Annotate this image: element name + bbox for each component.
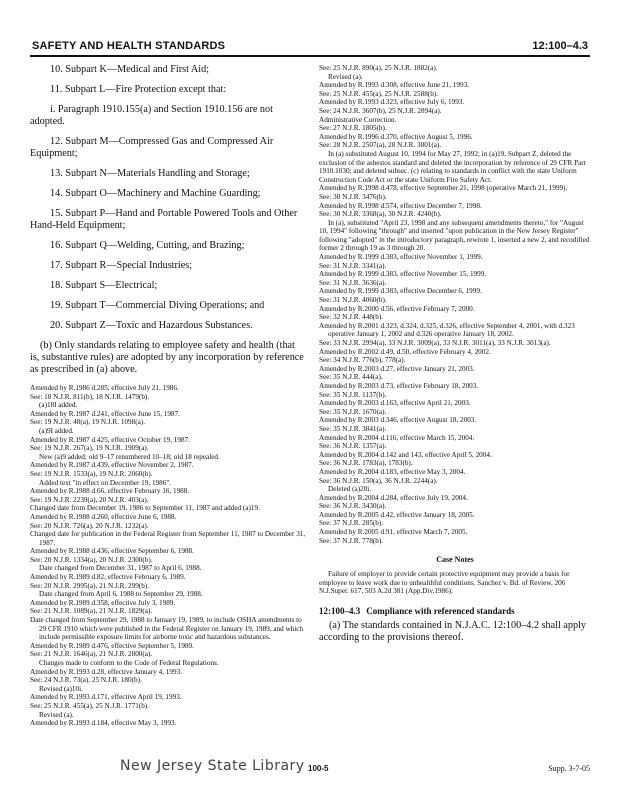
history-line: Changes made to conform to the Code of Federal Regulations.	[39, 659, 219, 667]
history-line: See: 34 N.J.R. 776(b), 778(a).	[319, 356, 406, 365]
history-line: Amended by R.2003 d.27, effective January 21, 2003.	[319, 364, 475, 373]
history-line: See: 31 N.J.R. 3636(a).	[319, 278, 387, 287]
history-line: Amended by R.2005 d.42, effective January 18, 2005.	[319, 510, 475, 519]
right-column	[319, 64, 591, 644]
list-item: 15. Subpart P—Hand and Portable Powered Tools and Other Hand-Held Equipment;	[30, 208, 298, 231]
history-line: Amended by R.1998 d.478, effective September 21, 1998 (operative March 21, 1999).	[319, 184, 568, 193]
history-line: Amended by R.2004 d.116, effective March 15, 2004.	[319, 433, 475, 442]
section-number: 12:100–4.3	[319, 606, 361, 617]
history-line: See: 19 N.J.R. 267(a), 19 N.J.R. 1909(a).	[30, 444, 149, 453]
history-line: Date changed from December 31, 1987 to April 6, 1988.	[39, 564, 202, 573]
history-line: Amended by R.1993 d.28, effective January 4, 1993.	[30, 667, 182, 676]
history-line: Amended by R.1999 d.383, effective December 6, 1999.	[319, 287, 482, 296]
history-line: See: 28 N.J.R. 2507(a), 28 N.J.R. 3801(a).	[319, 141, 442, 150]
history-line: See: 37 N.J.R. 778(b).	[319, 536, 384, 545]
history-line: See: 31 N.J.R. 3341(a).	[319, 261, 387, 270]
history-line: Amended by R.1993 d.171, effective April 19, 1993.	[30, 693, 182, 702]
history-line: Changed date for publication in the Federal Register from September 11, 1987 to December 31, 1987.	[30, 530, 306, 547]
history-line: Deleted (a)20i.	[328, 485, 372, 494]
history-line: See: 30 N.J.R. 3368(a), 30 N.J.R. 4240(b).	[319, 210, 442, 219]
history-line: New (a)9 added; old 9–17 renumbered 10–18; old 18 repealed.	[39, 452, 220, 461]
history-line: Administrative Correction.	[319, 115, 397, 124]
list-item: 20. Subpart Z—Toxic and Hazardous Substances.	[50, 320, 253, 331]
history-line: See: 36 N.J.R. 1357(a).	[319, 442, 387, 451]
history-line: See: 33 N.J.R. 2994(a), 33 N.J.R. 3009(a), 33 N.J.R. 3011(a), 33 N.J.R. 3013(a).	[319, 339, 551, 347]
section-body: (a) The standards contained in N.J.A.C. 12:100–4.2 shall apply according to the provisions thereof.	[319, 620, 587, 644]
history-line: Amended by R.1986 d.285, effective July 21, 1986.	[30, 384, 179, 392]
history-line: See: 35 N.J.R. 444(a).	[319, 373, 383, 382]
history-line: Amended by R.1988 d.260, effective June 6, 1988.	[30, 512, 177, 521]
history-line: Amended by R.1993 d.308, effective June 21, 1993.	[319, 81, 469, 90]
history-line: See: 30 N.J.R. 3476(b).	[319, 192, 387, 201]
history-line: See: 20 N.J.R. 1334(a), 20 N.J.R. 2300(b).	[30, 555, 153, 564]
history-line: Amended by R.2002 d.49, d.50, effective February 4, 2002.	[319, 347, 491, 356]
history-line: See: 20 N.J.R. 2995(a), 21 N.J.R. 299(b).	[30, 581, 149, 590]
history-line: Amended by R.2003 d.73, effective February 18, 2003.	[319, 381, 479, 390]
history-line: See: 19 N.J.R. 48(a), 19 N.J.R. 1098(a).	[30, 418, 145, 427]
list-item: 11. Subpart L—Fire Protection except that:	[50, 84, 227, 95]
list-item: 14. Subpart O—Machinery and Machine Guarding;	[50, 188, 261, 199]
history-line: Amended by R.1998 d.574, effective December 7, 1998.	[319, 201, 482, 210]
history-line: Amended by R.2004 d.142 and 143, effective April 5, 2004.	[319, 450, 492, 459]
history-line: Amended by R.2003 d.346, effective August 18, 2003.	[319, 416, 477, 425]
list-item: 16. Subpart Q—Welding, Cutting, and Brazing;	[50, 240, 245, 251]
library-watermark: New Jersey State Library	[120, 758, 305, 774]
history-line: See: 35 N.J.R. 3841(a).	[319, 424, 387, 433]
history-notes-right	[319, 64, 591, 545]
history-line: Amended by R.2004 d.183, effective May 3, 2004.	[319, 467, 466, 476]
history-line: Amended by R.1989 d.82, effective February 6, 1989.	[30, 573, 186, 582]
history-line: See: 25 N.J.R. 890(a), 25 N.J.R. 1882(a).	[319, 64, 438, 72]
header-rule	[30, 55, 590, 57]
history-line: Amended by R.2000 d.56, effective February 7, 2000.	[319, 304, 475, 313]
case-notes-text: Failure of employer to provide certain protective equipment may provide a basis for employee to leave work due to unhealthful conditions. Sanchez v. Bd. of Review, 206 N.J.Super. 617, 503 A.2d 381 (App.Div.1986).	[319, 570, 570, 596]
section-heading	[319, 606, 591, 616]
history-line: Added text "in effect on December 19, 1986".	[39, 478, 172, 487]
history-line: Revised (a)10i.	[39, 684, 83, 693]
history-line: See: 21 N.J.R. 1089(a), 21 N.J.R. 1829(a).	[30, 607, 153, 616]
history-line: See: 36 N.J.R. 3430(a).	[319, 502, 387, 511]
history-line: (a)18I added.	[39, 401, 78, 410]
history-line: (a)9I added.	[39, 426, 74, 435]
history-line: See: 36 N.J.R. 150(a), 36 N.J.R. 2244(a).	[319, 476, 438, 485]
history-line: See: 27 N.J.R. 1805(b).	[319, 124, 387, 133]
history-line: See: 19 N.J.R. 1533(a), 19 N.J.R. 2060(b).	[30, 469, 153, 478]
history-line: Amended by R.2003 d.163, effective April 21, 2003.	[319, 399, 471, 408]
history-line: Revised (a).	[328, 72, 363, 81]
history-line: In (a), substituted "April 23, 1998 and any subsequent amendments thereto," for "August 10, 1994" following "through" and inserted "upon publication in the New Jersey Register" following "adopted" in the introductory paragraph, rewrote 1, inserted a new 2, and recodified former 2 through 19 as 3 through 20.	[319, 218, 590, 253]
history-line: See: 21 N.J.R. 1646(a), 21 N.J.R. 2800(a).	[30, 650, 153, 659]
history-line: See: 35 N.J.R. 1670(a).	[319, 407, 387, 416]
page-number: 100-5	[308, 764, 329, 773]
history-line: See: 24 N.J.R. 3607(b), 25 N.J.R. 2894(a).	[319, 106, 442, 115]
history-line: In (a) substituted August 10, 1994 for May 27, 1992; in (a)19, Subpart Z, deleted the exclusion of the asbestos standard and deleted the incorporation by reference of 29 CFR Part 1910.1030; and deleted subsec. (c) relating to standards in conflict with the state Uniform Construction Code Act or the state Uniform Fire Safety Act.	[319, 149, 586, 184]
history-line: Date changed from April 6, 1988 to September 29, 1988.	[39, 590, 203, 599]
history-line: See: 37 N.J.R. 285(b).	[319, 519, 384, 528]
supplement-date: Supp. 3-7-05	[548, 764, 590, 773]
list-item: 13. Subpart N—Materials Handling and Storage;	[50, 168, 250, 179]
history-line: See: 31 N.J.R. 4060(b).	[319, 296, 387, 305]
history-line: Amended by R.1988 d.66, effective February 16, 1988.	[30, 487, 190, 496]
history-line: Amended by R.1989 d.358, effective July 3, 1989.	[30, 598, 176, 607]
list-item: 19. Subpart T—Commercial Diving Operations; and	[50, 300, 265, 311]
case-notes-title: Case Notes	[436, 555, 474, 565]
history-line: See: 35 N.J.R. 1137(b).	[319, 390, 387, 399]
running-header-section: 12:100–4.3	[532, 40, 588, 52]
history-line: See: 36 N.J.R. 1783(a), 1783(b).	[319, 459, 413, 468]
history-line: Changed date from December 19, 1986 to September 11, 1987 and added (a)19.	[30, 504, 260, 513]
history-line: Amended by R.1993 d.184, effective May 3, 1993.	[30, 719, 177, 728]
running-header-title: SAFETY AND HEALTH STANDARDS	[32, 40, 226, 52]
page-footer	[0, 758, 620, 782]
history-notes-left	[30, 384, 306, 728]
history-line: See: 20 N.J.R. 726(a), 20 N.J.R. 1232(a).	[30, 521, 149, 530]
history-line: Amended by R.2004 d.284, effective July 19, 2004.	[319, 493, 468, 502]
list-item: i. Paragraph 1910.155(a) and Section 1910.156 are not adopted.	[30, 104, 273, 127]
history-line: Amended by R.1989 d.476, effective September 5, 1989.	[30, 641, 194, 650]
list-item: 18. Subpart S—Electrical;	[50, 280, 158, 291]
history-line: See: 19 N.J.R. 2239(a), 20 N.J.R. 403(a).	[30, 495, 149, 504]
history-line: Amended by R.1987 d.439, effective November 2, 1987.	[30, 461, 194, 470]
history-line: See: 25 N.J.R. 455(a), 25 N.J.R. 2588(b).	[319, 89, 438, 98]
history-line: Amended by R.1993 d.323, effective July 6, 1993.	[319, 98, 465, 107]
history-line: Amended by R.1988 d.436, effective September 6, 1988.	[30, 547, 194, 556]
list-item: 12. Subpart M—Compressed Gas and Compressed Air Equipment;	[30, 136, 274, 159]
history-line: Revised (a).	[39, 710, 74, 719]
history-line: Amended by R.1987 d.241, effective June 15, 1987.	[30, 409, 180, 418]
list-item: 10. Subpart K—Medical and First Aid;	[50, 64, 210, 75]
history-line: See: 25 N.J.R. 455(a), 25 N.J.R. 1771(b).	[30, 701, 149, 710]
history-line: Amended by R.1999 d.383, effective November 1, 1999.	[319, 253, 483, 262]
history-line: Amended by R.2005 d.91, effective March 7, 2005.	[319, 528, 468, 537]
history-line: Amended by R.2001 d.323, d.324, d.325, d.326, effective September 4, 2001, with d.323 operative January 1, 2002 and d.326 operative January 18, 2002.	[319, 321, 575, 339]
history-line: Date changed from September 29, 1988 to January 19, 1989, to include OSHA amendments to 29 CFR 1910 which were published in the Federal Register on January 19, 1989, and which include permissible exposure limits for airborne toxic and hazardous substances.	[30, 616, 304, 642]
history-line: Amended by R.1987 d.425, effective October 19, 1987.	[30, 435, 190, 444]
left-column	[30, 64, 306, 728]
section-title: Compliance with referenced standards	[366, 606, 515, 617]
history-line: See: 24 N.J.R. 73(a), 25 N.J.R. 180(b).	[30, 676, 142, 685]
paragraph-b: (b) Only standards relating to employee safety and health (that is, substantive rules) are adopted by any incorporation by reference as prescribed in (a) above.	[30, 340, 304, 375]
history-line: Amended by R.1996 d.370, effective August 5, 1996.	[319, 132, 473, 141]
history-line: See: 32 N.J.R. 448(b).	[319, 313, 384, 322]
history-line: See: 18 N.J.R. 811(b), 18 N.J.R. 1479(b).	[30, 392, 150, 401]
history-line: Amended by R.1999 d.383, effective November 15, 1999.	[319, 270, 487, 279]
list-item: 17. Subpart R—Special Industries;	[50, 260, 193, 271]
